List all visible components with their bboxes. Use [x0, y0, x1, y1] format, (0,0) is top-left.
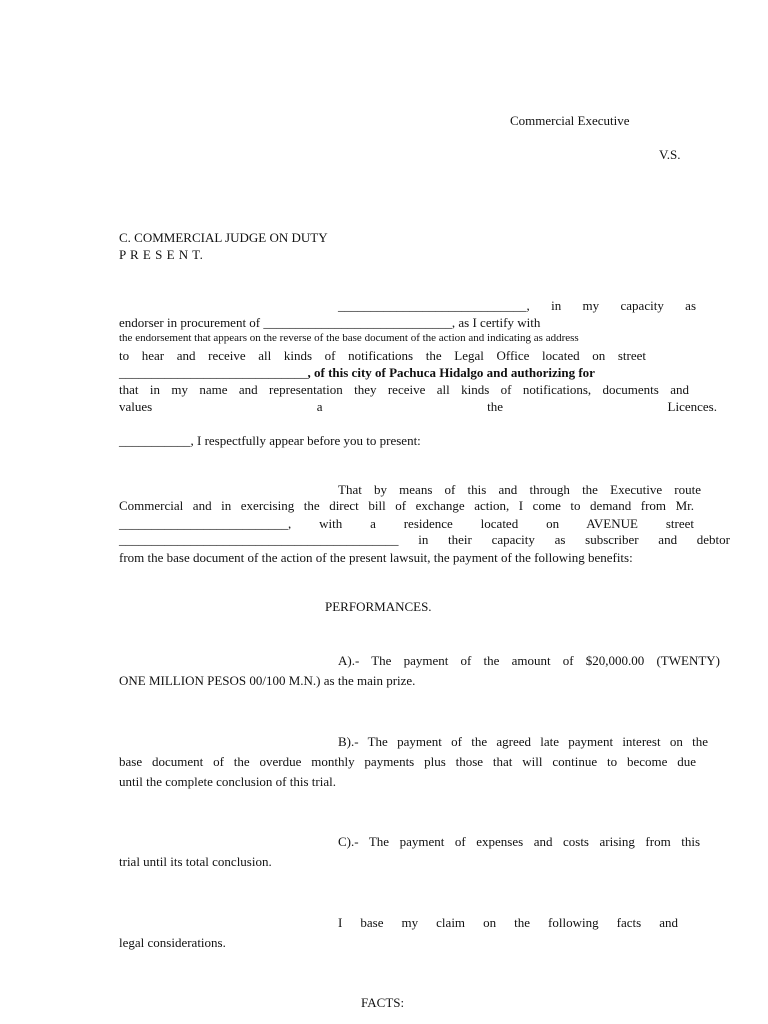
demand-line-4: ___________________________________________ in their capacity as subscriber and debtor — [119, 532, 730, 547]
demand-line-5: from the base document of the action of the present lawsuit, the payment of the following benefits: — [119, 550, 633, 565]
performance-c-line-1: C).- The payment of expenses and costs arising from this — [338, 834, 700, 849]
claim-basis-line-1: I base my claim on the following facts and — [338, 915, 678, 930]
plaintiff-party: Commercial Executive — [510, 113, 630, 128]
demand-line-1: That by means of this and through the Executive route — [338, 482, 701, 497]
intro-line-2: endorser in procurement of _____________________________, as I certify with — [119, 315, 541, 330]
demand-line-2: Commercial and in exercising the direct bill of exchange action, I come to demand from Mr. — [119, 498, 694, 513]
intro-line-5 — [119, 364, 696, 381]
address-blank: _____________________________ — [119, 365, 308, 380]
facts-heading: FACTS: — [361, 995, 405, 1010]
intro-line-3: the endorsement that appears on the reverse of the base document of the action and indicating as address — [119, 332, 579, 344]
addressee-present: P R E S E N T. — [119, 247, 204, 262]
performance-a-line-2: ONE MILLION PESOS 00/100 M.N.) as the main prize. — [119, 673, 416, 688]
performance-b-line-3: until the complete conclusion of this trial. — [119, 774, 336, 789]
intro-line-8: ___________, I respectfully appear before you to present: — [119, 433, 421, 448]
city-authorization: , of this city of Pachuca Hidalgo and authorizing for — [307, 365, 595, 380]
addressee-judge: C. COMMERCIAL JUDGE ON DUTY — [119, 230, 328, 245]
intro-line-6: that in my name and representation they receive all kinds of notifications, documents and — [119, 382, 689, 397]
performance-c-line-2: trial until its total conclusion. — [119, 854, 272, 869]
intro-line-7: values a the Licences. — [119, 399, 717, 414]
performance-b-line-1: B).- The payment of the agreed late payment interest on the — [338, 734, 708, 749]
performances-heading: PERFORMANCES. — [325, 599, 432, 614]
demand-line-3: __________________________, with a residence located on AVENUE street — [119, 516, 694, 531]
intro-line-1: _____________________________, in my capacity as — [338, 298, 696, 313]
intro-line-4: to hear and receive all kinds of notifications the Legal Office located on street — [119, 348, 646, 363]
versus-label: V.S. — [659, 147, 681, 162]
claim-basis-line-2: legal considerations. — [119, 935, 226, 950]
performance-a-line-1: A).- The payment of the amount of $20,000.00 (TWENTY) — [338, 653, 720, 668]
performance-b-line-2: base document of the overdue monthly payments plus those that will continue to become due — [119, 754, 696, 769]
